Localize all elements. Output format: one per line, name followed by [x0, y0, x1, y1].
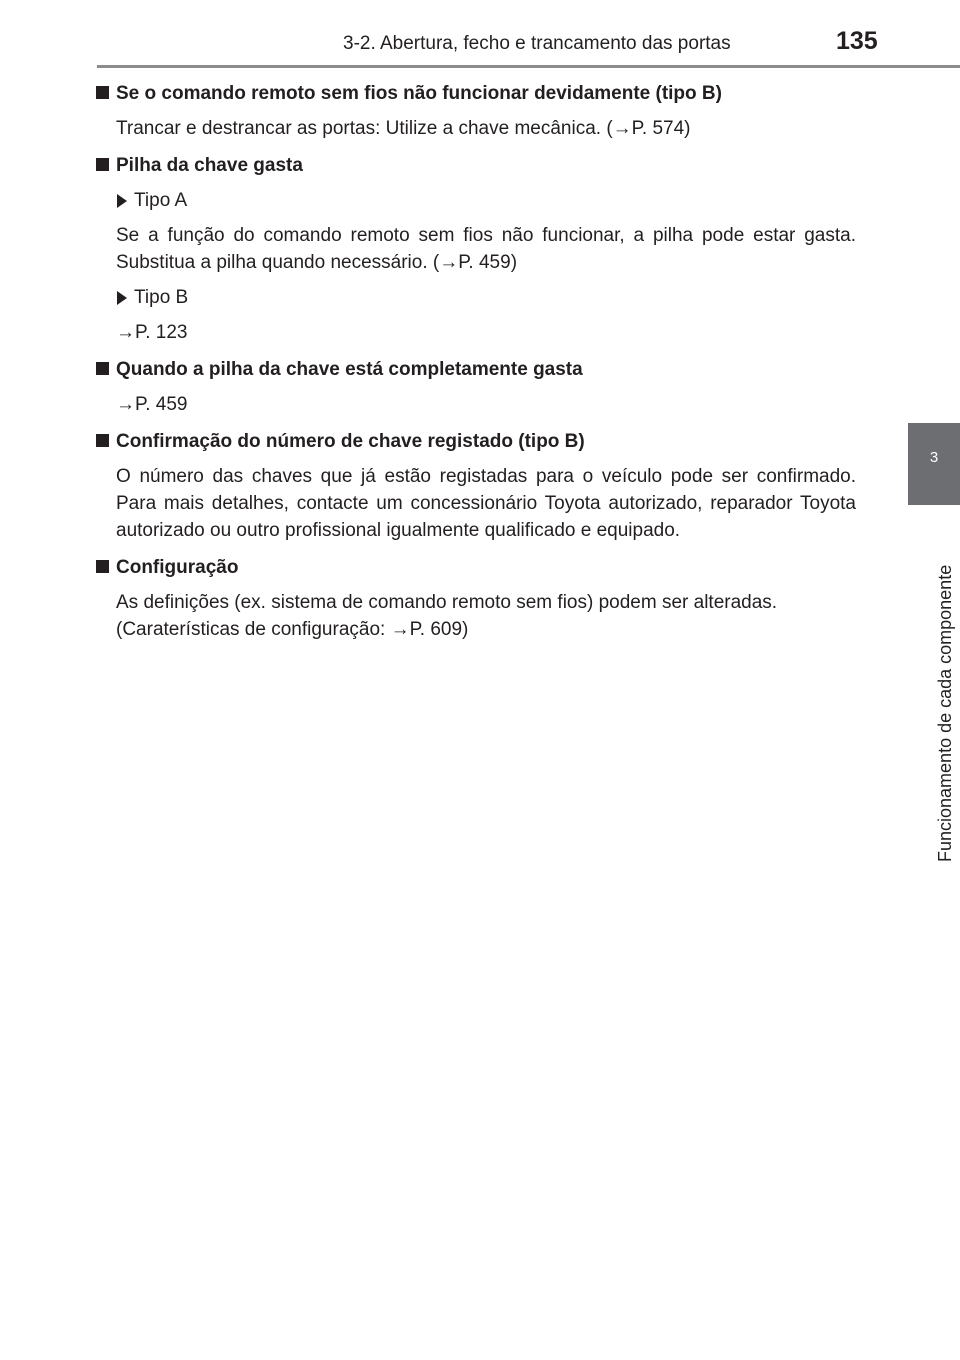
page-number: 135: [836, 27, 878, 55]
triangle-bullet-icon: [117, 194, 127, 208]
square-bullet-icon: [96, 362, 109, 375]
page-reference: →P. 459: [116, 394, 188, 415]
square-bullet-icon: [96, 158, 109, 171]
paragraph: Se a função do comando remoto sem fios não funcionar, a pilha pode estar gasta. Substitua a pilha quando necessário. (→P. 459): [116, 225, 856, 273]
chapter-number: 3: [929, 449, 939, 466]
section-heading: [96, 356, 856, 383]
heading-text: Configuração: [116, 557, 239, 578]
paragraph: [96, 589, 856, 643]
paragraph: O número das chaves que já estão registadas para o veículo pode ser confirmado. Para mais detalhes, contacte um concessionário Toyota autorizado, reparador Toyota autorizado ou outro profissional igualmente qualificado e equipado.: [116, 466, 856, 541]
section-heading: [96, 152, 856, 179]
heading-text: Pilha da chave gasta: [116, 155, 303, 176]
square-bullet-icon: [96, 560, 109, 573]
paragraph-line: (Caraterísticas de configuração: →P. 609): [116, 619, 469, 640]
subheading: [96, 284, 856, 311]
subheading-text: Tipo B: [134, 287, 189, 308]
heading-text: Se o comando remoto sem fios não funcionar devidamente (tipo B): [116, 83, 722, 104]
heading-text: Confirmação do número de chave registado (tipo B): [116, 431, 585, 452]
subheading-text: Tipo A: [134, 190, 188, 211]
page-content: [96, 80, 856, 643]
square-bullet-icon: [96, 434, 109, 447]
heading-text: Quando a pilha da chave está completamente gasta: [116, 359, 583, 380]
section-heading: [96, 428, 856, 455]
square-bullet-icon: [96, 86, 109, 99]
chapter-label: Funcionamento de cada componente: [935, 564, 955, 862]
paragraph: Trancar e destrancar as portas: Utilize a chave mecânica. (→P. 574): [116, 118, 691, 139]
section-heading: [96, 554, 856, 581]
triangle-bullet-icon: [117, 291, 127, 305]
section-heading: [96, 80, 856, 107]
paragraph-line: As definições (ex. sistema de comando remoto sem fios) podem ser alteradas.: [116, 592, 778, 613]
page-reference: →P. 123: [116, 322, 188, 343]
running-header-title: 3-2. Abertura, fecho e trancamento das portas: [343, 33, 731, 54]
subheading: [96, 187, 856, 214]
header-rule: [97, 65, 960, 68]
chapter-tab: [908, 423, 960, 505]
